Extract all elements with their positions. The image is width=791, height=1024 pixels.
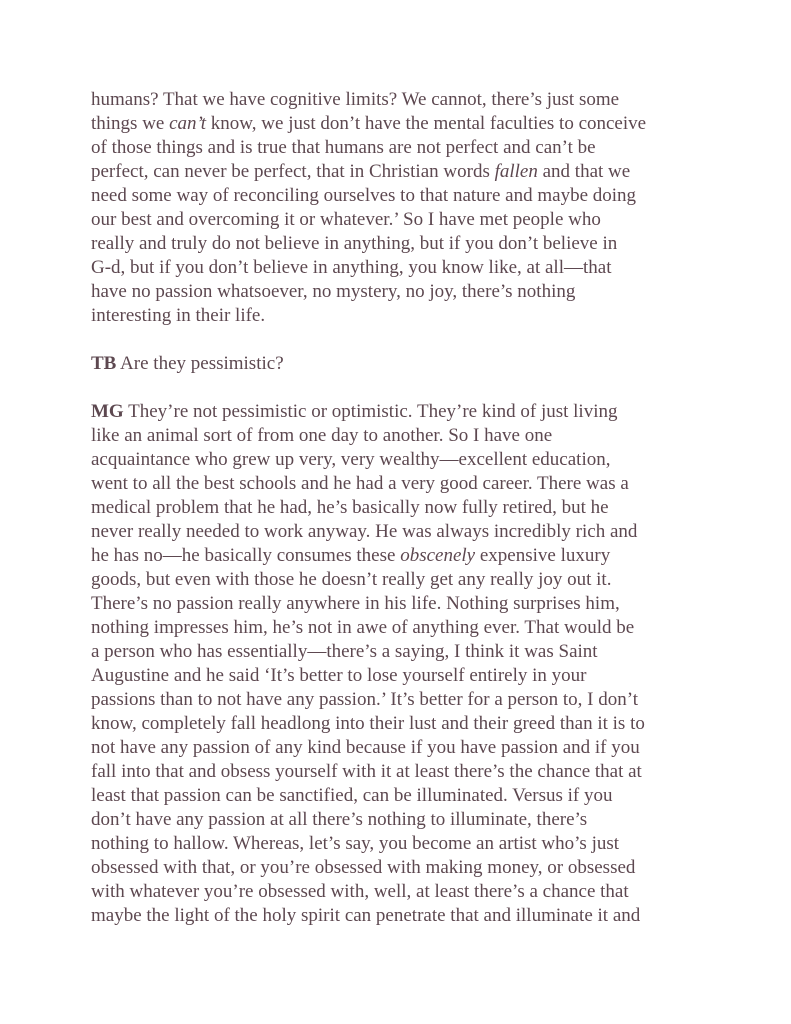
text-line <box>91 664 711 688</box>
text-line <box>91 832 711 856</box>
text-segment: like an animal sort of from one day to another. So I have one <box>91 425 553 446</box>
text-line <box>91 712 711 736</box>
text-segment: medical problem that he had, he’s basically now fully retired, but he <box>91 497 609 518</box>
text-segment: goods, but even with those he doesn’t really get any really joy out it. <box>91 569 612 590</box>
text-line <box>91 208 711 232</box>
text-segment: with whatever you’re obsessed with, well, at least there’s a chance that <box>91 881 629 902</box>
text-segment: acquaintance who grew up very, very wealthy—excellent education, <box>91 449 611 470</box>
italic-text: obscenely <box>400 545 476 566</box>
text-line <box>91 352 711 376</box>
text-line <box>91 496 711 520</box>
text-segment: passions than to not have any passion.’ It’s better for a person to, I don’t <box>91 689 639 710</box>
transcript <box>91 88 711 928</box>
text-segment: humans? That we have cognitive limits? We cannot, there’s just some <box>91 89 620 110</box>
italic-text: fallen <box>494 161 538 182</box>
text-segment: and that we <box>537 161 631 182</box>
text-line <box>91 784 711 808</box>
text-line <box>91 448 711 472</box>
text-segment: know, we just don’t have the mental faculties to conceive <box>206 113 647 134</box>
text-line <box>91 736 711 760</box>
paragraph-tb-question <box>91 352 711 376</box>
text-line <box>91 520 711 544</box>
text-segment: perfect, can never be perfect, that in Christian words <box>91 161 495 182</box>
text-segment: nothing impresses him, he’s not in awe of anything ever. That would be <box>91 617 635 638</box>
text-line <box>91 856 711 880</box>
text-segment: went to all the best schools and he had a very good career. There was a <box>91 473 629 494</box>
text-segment: really and truly do not believe in anything, but if you don’t believe in <box>91 233 618 254</box>
paragraph-mg-answer <box>91 400 711 928</box>
text-line <box>91 616 711 640</box>
speaker-label: MG <box>91 401 124 422</box>
text-segment: There’s no passion really anywhere in his life. Nothing surprises him, <box>91 593 620 614</box>
text-segment: never really needed to work anyway. He was always incredibly rich and <box>91 521 638 542</box>
text-segment: have no passion whatsoever, no mystery, no joy, there’s nothing <box>91 281 576 302</box>
text-segment: G-d, but if you don’t believe in anything, you know like, at all—that <box>91 257 612 278</box>
text-line <box>91 136 711 160</box>
text-line <box>91 184 711 208</box>
text-line <box>91 160 711 184</box>
text-line <box>91 904 711 928</box>
text-line <box>91 424 711 448</box>
text-segment: fall into that and obsess yourself with it at least there’s the chance that at <box>91 761 642 782</box>
italic-text: can’t <box>169 113 207 134</box>
text-segment: They’re not pessimistic or optimistic. They’re kind of just living <box>123 401 618 422</box>
text-segment: maybe the light of the holy spirit can penetrate that and illuminate it and <box>91 905 641 926</box>
text-segment: nothing to hallow. Whereas, let’s say, you become an artist who’s just <box>91 833 620 854</box>
text-line <box>91 880 711 904</box>
text-segment: our best and overcoming it or whatever.’ So I have met people who <box>91 209 601 230</box>
text-line <box>91 568 711 592</box>
speaker-label: TB <box>91 353 117 374</box>
text-segment: of those things and is true that humans are not perfect and can’t be <box>91 137 596 158</box>
text-line <box>91 688 711 712</box>
text-line <box>91 256 711 280</box>
paragraph-mg-answer-continued <box>91 88 711 328</box>
text-line <box>91 232 711 256</box>
text-line <box>91 280 711 304</box>
text-line <box>91 400 711 424</box>
text-segment: things we <box>91 113 170 134</box>
text-line <box>91 640 711 664</box>
text-segment: least that passion can be sanctified, can be illuminated. Versus if you <box>91 785 613 806</box>
text-segment: Are they pessimistic? <box>116 353 284 374</box>
text-segment: a person who has essentially—there’s a saying, I think it was Saint <box>91 641 598 662</box>
text-line <box>91 472 711 496</box>
text-segment: know, completely fall headlong into their lust and their greed than it is to <box>91 713 645 734</box>
text-line <box>91 544 711 568</box>
text-segment: he has no—he basically consumes these <box>91 545 401 566</box>
text-segment: need some way of reconciling ourselves to that nature and maybe doing <box>91 185 637 206</box>
text-segment: don’t have any passion at all there’s nothing to illuminate, there’s <box>91 809 588 830</box>
text-segment: obsessed with that, or you’re obsessed with making money, or obsessed <box>91 857 636 878</box>
text-line <box>91 760 711 784</box>
text-segment: not have any passion of any kind because if you have passion and if you <box>91 737 640 758</box>
text-line <box>91 88 711 112</box>
text-line <box>91 592 711 616</box>
text-segment: interesting in their life. <box>91 305 266 326</box>
text-segment: expensive luxury <box>475 545 611 566</box>
text-line <box>91 304 711 328</box>
text-line <box>91 808 711 832</box>
text-segment: Augustine and he said ‘It’s better to lose yourself entirely in your <box>91 665 587 686</box>
text-line <box>91 112 711 136</box>
